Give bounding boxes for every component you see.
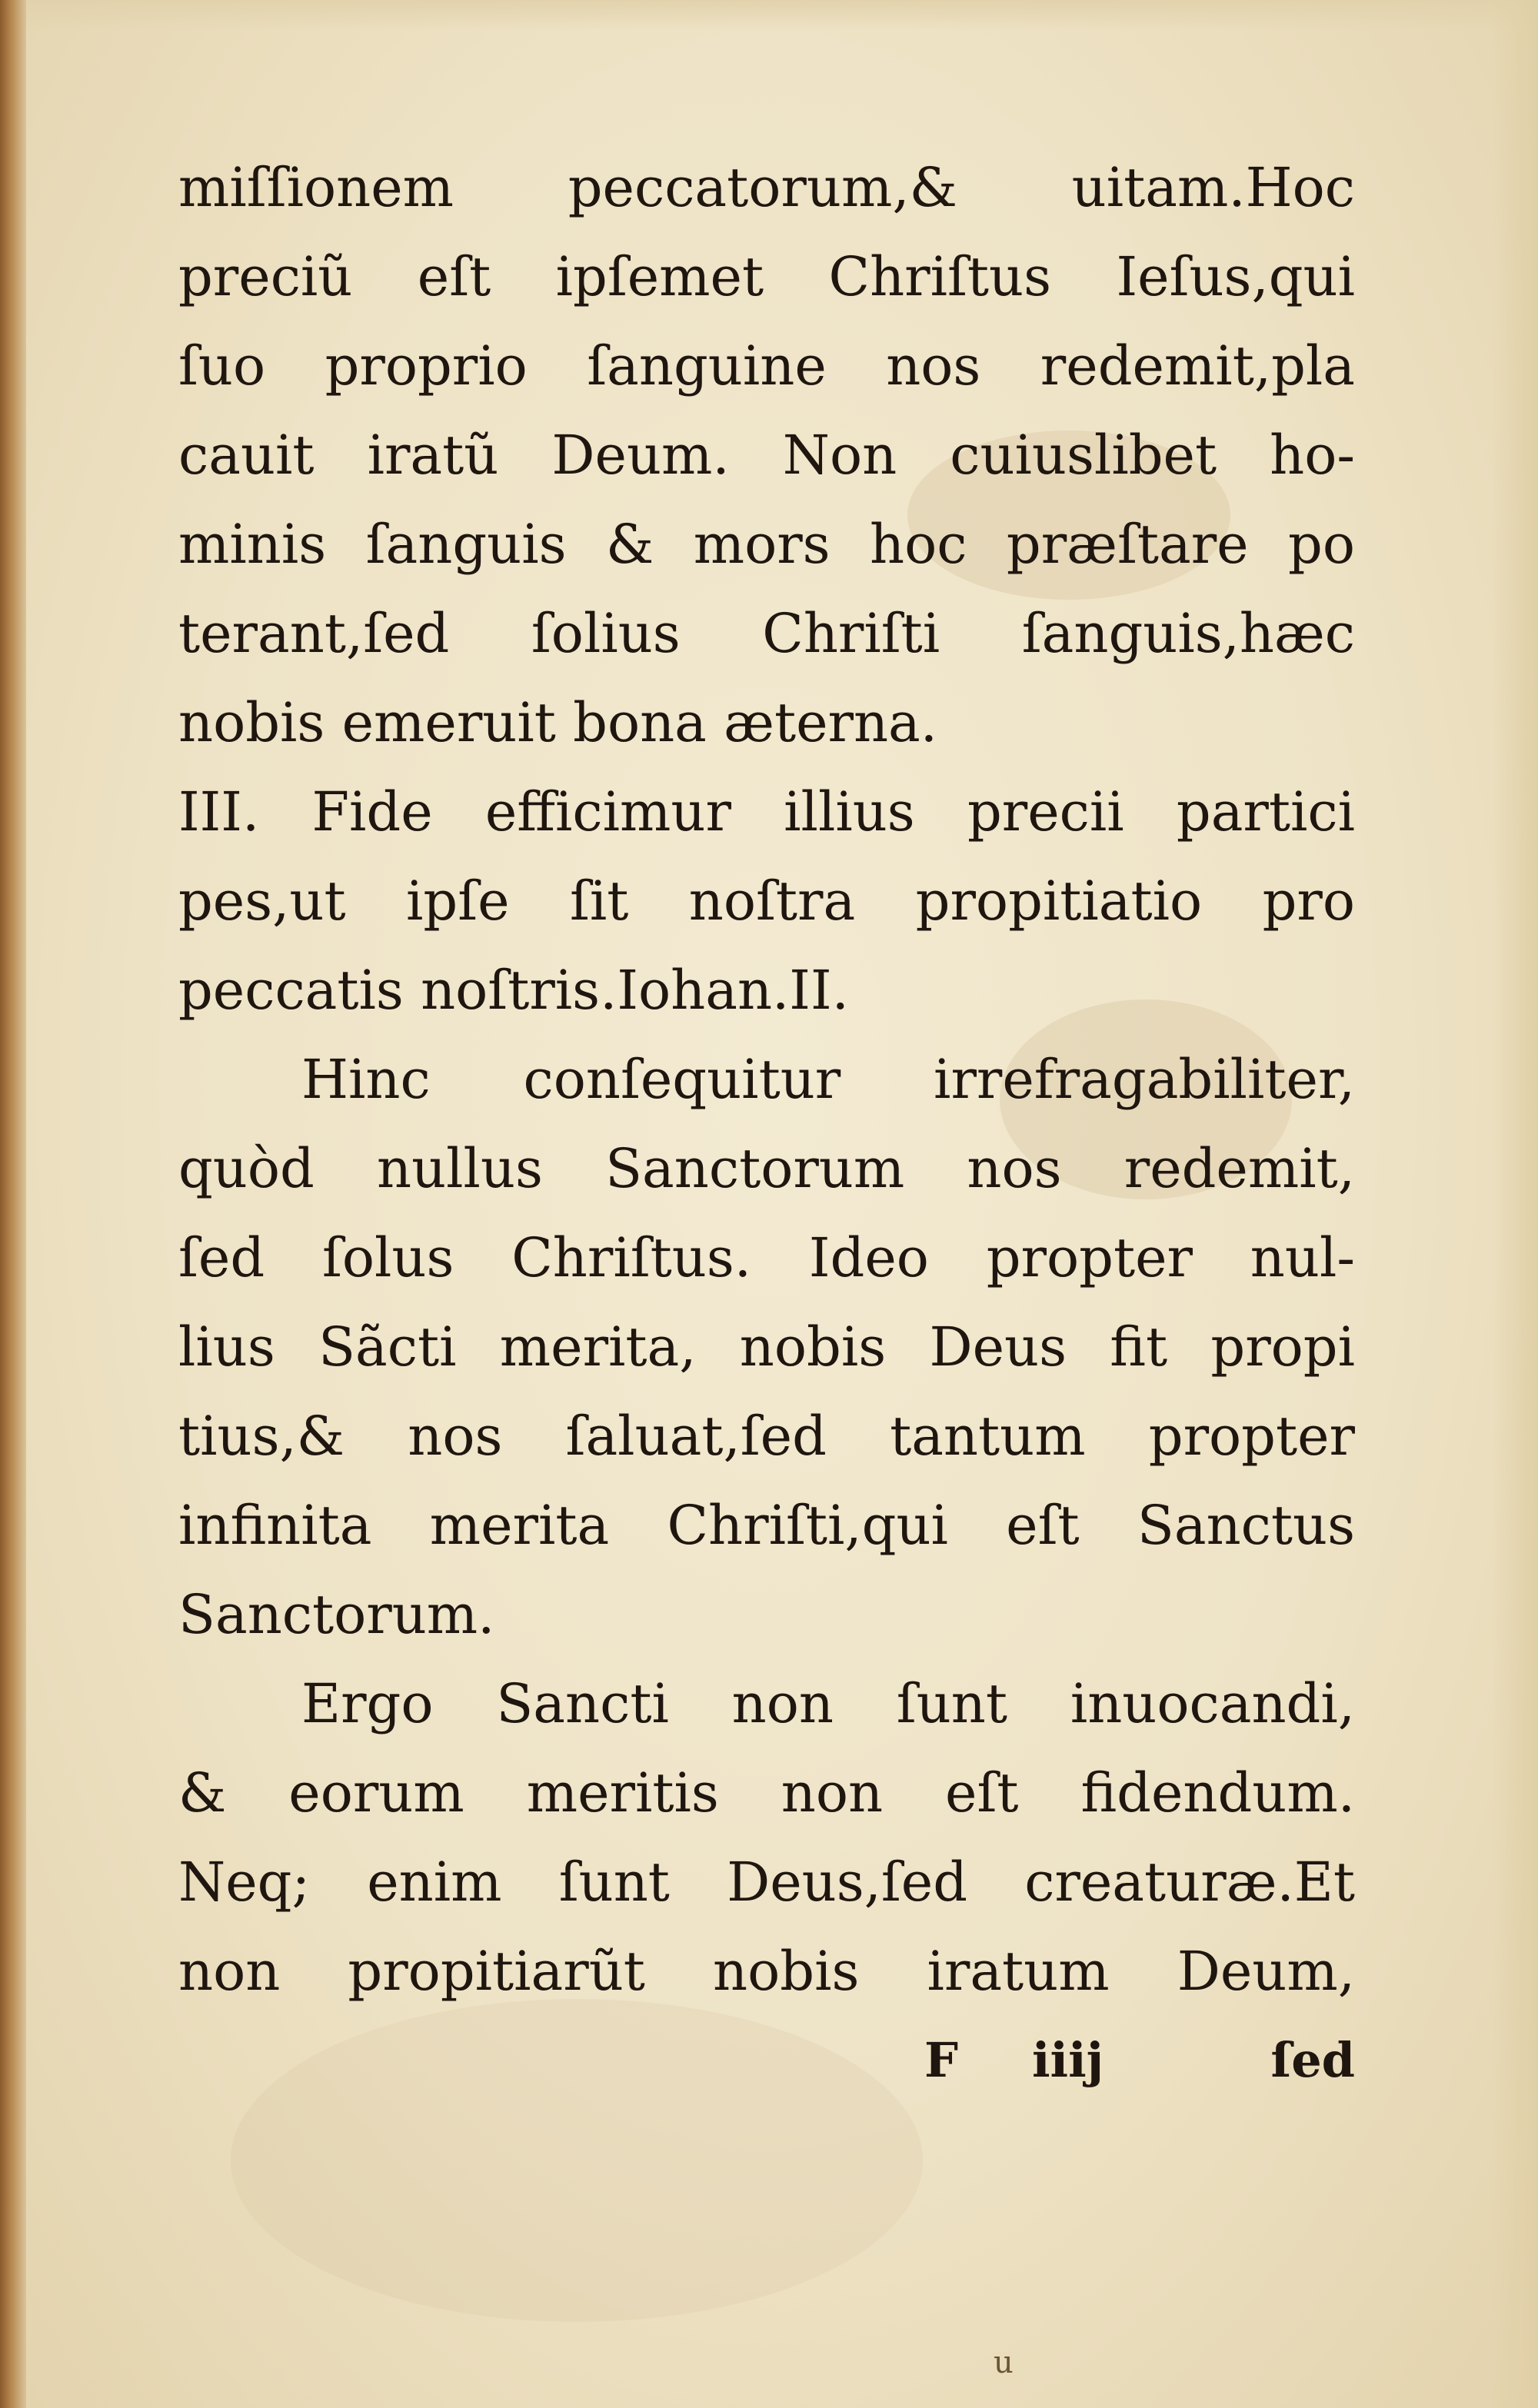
text-line: preciũ eſt ipſemet Chriſtus Ieſus,qui (178, 245, 1355, 308)
page-right-edge (1492, 0, 1538, 2408)
text-line: ſuo proprio ſanguine nos redemit,pla (178, 334, 1355, 397)
page-left-edge (0, 0, 26, 2408)
text-line: nobis emeruit bona æterna. (178, 691, 938, 754)
text-line: Neq; enim ſunt Deus,ſed creaturæ.Et (178, 1851, 1355, 1914)
text-line: III. Fide efficimur illius precii partici (178, 780, 1355, 843)
signature-mark: F (924, 2032, 959, 2088)
signature-number: iiij (1032, 2032, 1104, 2088)
body-text (178, 143, 1355, 2088)
text-line: peccatis noſtris.Iohan.II. (178, 959, 849, 1022)
text-line: Ergo Sancti non ſunt inuocandi, (301, 1672, 1355, 1735)
text-line: cauit iratũ Deum. Non cuiuslibet ho- (178, 424, 1355, 487)
text-line: miſſionem peccatorum,& uitam.Hoc (178, 156, 1355, 219)
text-line: quòd nullus Sanctorum nos redemit, (178, 1137, 1355, 1200)
page-top-edge (0, 0, 1538, 31)
text-line: Sanctorum. (178, 1583, 495, 1646)
catchword: ſed (1270, 2032, 1355, 2088)
text-line: tius,& nos ſaluat,ſed tantum propter (178, 1405, 1355, 1468)
text-line: minis ſanguis & mors hoc præſtare po (178, 513, 1355, 576)
text-line: pes,ut ipſe ſit noſtra propitiatio pro (178, 870, 1355, 933)
text-line: terant,ſed ſolius Chriſti ſanguis,hæc (178, 602, 1355, 665)
page-footer (178, 2016, 1355, 2105)
text-line: ſed ſolus Chriſtus. Ideo propter nul- (178, 1226, 1355, 1289)
text-line: infinita merita Chriſti,qui eſt Sanctus (178, 1494, 1355, 1557)
text-line: non propitiarũt nobis iratum Deum, (178, 1940, 1355, 2003)
text-line: & eorum meritis non eſt fidendum. (178, 1761, 1355, 1824)
bottom-mark: u (994, 2345, 1014, 2380)
text-line: lius Sãcti merita, nobis Deus fit propi (178, 1315, 1355, 1379)
text-line: Hinc conſequitur irrefragabiliter, (301, 1048, 1355, 1111)
